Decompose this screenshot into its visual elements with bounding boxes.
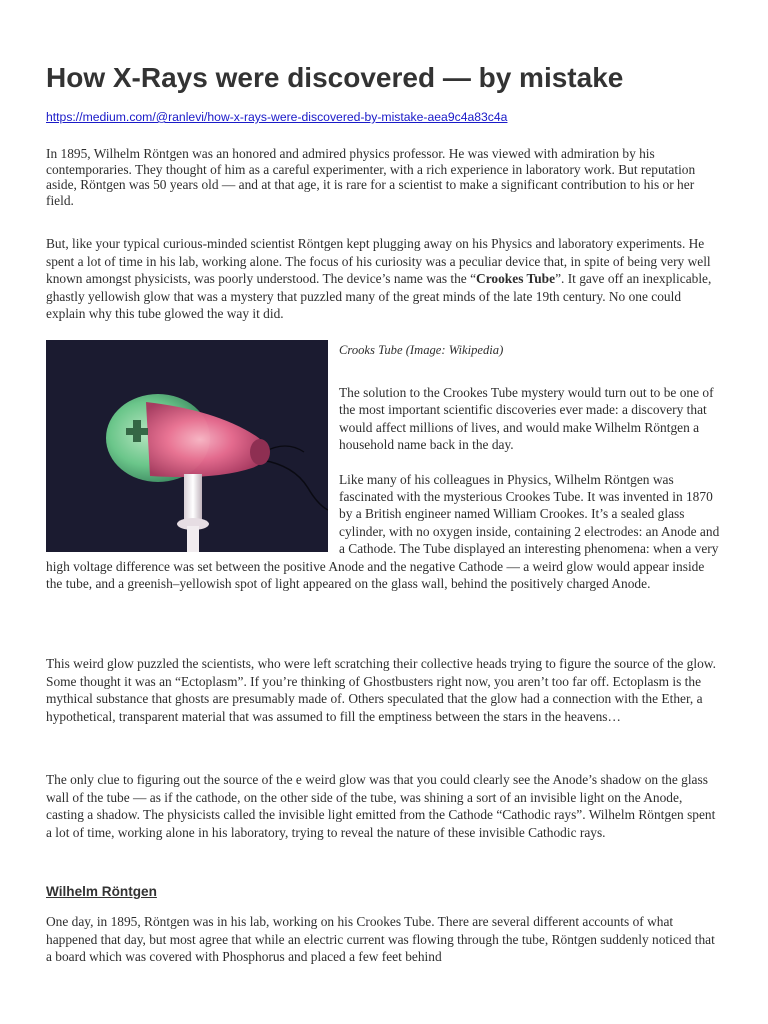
paragraph-solution: The solution to the Crookes Tube mystery would turn out to be one of the most important scientific discoveries ever made: a discovery that would affect millions of lives, and would make Wilhelm Röntgen a household name back in the day. — [339, 385, 714, 453]
article-title: How X-Rays were discovered — by mistake — [46, 62, 624, 93]
paragraph-text: ”. It gave off an inexplicable, ghastly yellowish glow that was a mystery that puzzled many of the great minds of the late 19th century. No one could explain why this tube glowed the way it did. — [46, 271, 712, 321]
crookes-tube-illustration — [46, 340, 328, 552]
crookes-tube-image — [46, 340, 328, 552]
paragraph-fascinated: Like many of his colleagues in Physics, Wilhelm Röntgen was fascinated with the mysterious Crookes Tube. It was invented in 1870 by a British engineer named William Crookes. It’s a sealed glass cylinder, with no oxygen inside, containing 2 electrodes: an Anode and a Cathode. The Tube displayed an interesting phenomena: when a very high voltage difference was set between the positive Anode and the negative Cathode — a weird glow would appear inside the tube, and a greenish–yellowish spot of light appeared on the glass wall, behind the positively charged Anode. — [46, 471, 720, 592]
paragraph-anode-shadow: The only clue to figuring out the source of the e weird glow was that you could clearly see the Anode’s shadow on the glass wall of the tube — as if the cathode, on the other side of the tube, was shining a sort of an invisible light on the Anode, casting a shadow. The physicists called the invisible light emitted from the Cathode “Cathodic rays”. Wilhelm Röntgen spent a lot of time, working alone in his laboratory, trying to reveal the nature of these invisible Cathodic rays. — [46, 772, 716, 840]
section-heading: Wilhelm Röntgen — [46, 884, 157, 899]
figure-block — [46, 340, 722, 592]
paragraph-intro: In 1895, Wilhelm Röntgen was an honored and admired physics professor. He was viewed with admiration by his contemporaries. They thought of him as a careful experimenter, with a rich experience in laboratory work. But reputation aside, Röntgen was 50 years old — and at that age, it is rare for a scientist to make a significant contribution to his or her field. — [46, 146, 696, 208]
paragraph-crookes-tube — [46, 235, 722, 323]
paragraph-glow-puzzle: This weird glow puzzled the scientists, who were left scratching their collective heads trying to figure the source of the glow. Some thought it was an “Ectoplasm”. If you’re thinking of Ghostbusters right now, you aren’t too far off. Ectoplasm is the mythical substance that ghosts are presumably made of. Others speculated that the glow had a connection with the Ether, a hypothetical, transparent material that was assumed to fill the emptiness between the stars in the heavens… — [46, 656, 716, 724]
crookes-tube-bold: Crookes Tube — [476, 271, 556, 286]
source-link[interactable]: https://medium.com/@ranlevi/how-x-rays-were-discovered-by-mistake-aea9c4a83c4a — [46, 110, 508, 124]
image-caption: Crooks Tube (Image: Wikipedia) — [339, 343, 504, 357]
paragraph-discovery-day: One day, in 1895, Röntgen was in his lab, working on his Crookes Tube. There are several different accounts of what happened that day, but most agree that while an electric current was flowing through the tube, Röntgen suddenly noticed that a board which was covered with Phosphorus and placed a few feet behind — [46, 914, 715, 964]
paragraph-text: But, like your typical curious-minded scientist Röntgen kept plugging away on his Physics and laboratory experiments. He spent a lot of time in his lab, working alone. The focus of his curiosity was a peculiar device that, in spite of being very well known amongst physicists, was poorly understood. The device’s name was the “ — [46, 236, 711, 286]
